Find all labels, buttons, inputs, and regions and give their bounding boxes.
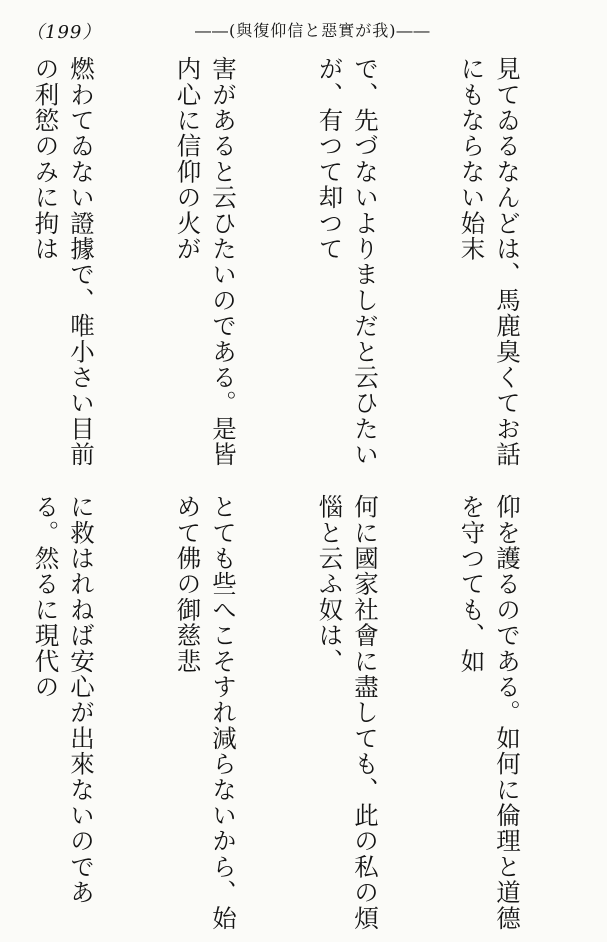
- text-column: 見てゐるなんどは、馬鹿臭くてお話にもならない始末: [457, 56, 522, 468]
- text-column: に救はれねば安心が出來ないのである。然るに現代の: [31, 494, 96, 906]
- lower-text-block: [12, 494, 596, 932]
- text-column: 燃わてゐない證據で、唯小さい目前の利慾のみに拘は: [31, 56, 96, 468]
- running-title: ――(與復仰信と惡實が我)――: [195, 21, 431, 40]
- upper-text-block: [12, 56, 596, 474]
- text-column: 害があると云ひたいのである。是皆内心に信仰の火が: [173, 56, 238, 468]
- text-column: 何に國家社會に盡しても、此の私の煩惱と云ふ奴は、: [315, 494, 380, 931]
- page-number: （199）: [26, 22, 102, 43]
- text-column: 仰を護るのである。如何に倫理と道德を守つても、如: [457, 494, 522, 931]
- body-text: [12, 56, 596, 932]
- text-column: で、先づないよりましだと云ひたいが、有つて却つて: [315, 56, 380, 468]
- text-column: とても些へこそすれ減らないから、始めて佛の御慈悲: [173, 494, 238, 931]
- page-header: [0, 14, 607, 44]
